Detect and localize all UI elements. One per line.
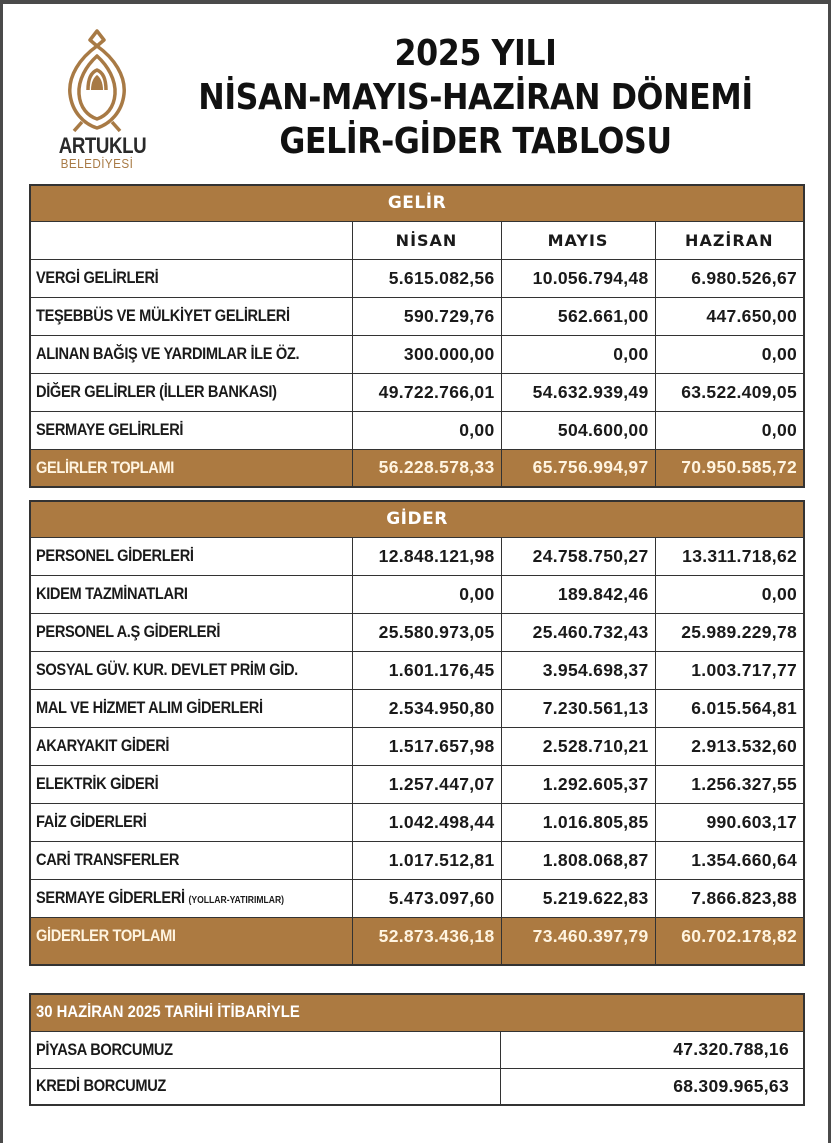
- cell-value: 1.292.605,37: [501, 765, 655, 803]
- cell-value: 25.989.229,78: [655, 613, 804, 651]
- cell-value: 1.517.657,98: [352, 727, 501, 765]
- income-total-row: [30, 449, 804, 487]
- cell-value: 68.309.965,63: [500, 1068, 804, 1105]
- cell-value: 7.230.561,13: [501, 689, 655, 727]
- artuklu-logo: [52, 28, 147, 171]
- total-value: 52.873.436,18: [352, 917, 501, 965]
- total-value: 65.756.994,97: [501, 449, 655, 487]
- debt-title: 30 HAZİRAN 2025 TARİHİ İTİBARİYLE: [36, 1003, 300, 1022]
- table-row: [30, 259, 804, 297]
- cell-value: 2.913.532,60: [655, 727, 804, 765]
- table-row: [30, 765, 804, 803]
- table-row: [30, 373, 804, 411]
- table-row: [30, 803, 804, 841]
- income-section-header: [30, 185, 804, 221]
- total-value: 60.702.178,82: [655, 917, 804, 965]
- cell-value: 25.580.973,05: [352, 613, 501, 651]
- cell-value: 12.848.121,98: [352, 537, 501, 575]
- column-header-mayis: MAYIS: [501, 221, 655, 259]
- total-value: 73.460.397,79: [501, 917, 655, 965]
- cell-value: 189.842,46: [501, 575, 655, 613]
- row-label: FAİZ GİDERLERİ: [36, 812, 147, 831]
- row-label: SOSYAL GÜV. KUR. DEVLET PRİM GİD.: [36, 660, 298, 679]
- table-row: [30, 879, 804, 917]
- cell-value: 0,00: [352, 575, 501, 613]
- cell-value: 0,00: [352, 411, 501, 449]
- expense-total-row: [30, 917, 804, 965]
- total-value: 56.228.578,33: [352, 449, 501, 487]
- row-note: (YOLLAR-YATIRIMLAR): [188, 895, 285, 906]
- cell-value: 7.866.823,88: [655, 879, 804, 917]
- cell-value: 6.015.564,81: [655, 689, 804, 727]
- row-label: AKARYAKIT GİDERİ: [36, 736, 170, 755]
- table-row: [30, 841, 804, 879]
- row-label: VERGİ GELİRLERİ: [36, 268, 159, 287]
- cell-value: 1.016.805,85: [501, 803, 655, 841]
- empty-header-cell: [30, 221, 352, 259]
- logo-subtitle: BELEDİYESİ: [60, 156, 134, 171]
- expense-title: GİDER: [30, 501, 804, 537]
- cell-value: 300.000,00: [352, 335, 501, 373]
- cell-value: 47.320.788,16: [500, 1031, 804, 1068]
- cell-value: 25.460.732,43: [501, 613, 655, 651]
- cell-value: 1.017.512,81: [352, 841, 501, 879]
- row-label: DİĞER GELİRLER (İLLER BANKASI): [36, 382, 277, 401]
- row-label: PERSONEL GİDERLERİ: [36, 546, 194, 565]
- cell-value: 590.729,76: [352, 297, 501, 335]
- cell-value: 5.615.082,56: [352, 259, 501, 297]
- income-title: GELİR: [30, 185, 804, 221]
- cell-value: 504.600,00: [501, 411, 655, 449]
- row-label: ALINAN BAĞIŞ VE YARDIMLAR İLE ÖZ.: [36, 344, 300, 363]
- cell-value: 54.632.939,49: [501, 373, 655, 411]
- row-label: ELEKTRİK GİDERİ: [36, 774, 159, 793]
- table-row: [30, 411, 804, 449]
- cell-value: 49.722.766,01: [352, 373, 501, 411]
- cell-value: 6.980.526,67: [655, 259, 804, 297]
- table-row: [30, 297, 804, 335]
- page-title: [140, 32, 811, 164]
- logo-brand-text: ARTUKLU: [58, 133, 147, 158]
- cell-value: 1.257.447,07: [352, 765, 501, 803]
- cell-value: 1.808.068,87: [501, 841, 655, 879]
- cell-value: 24.758.750,27: [501, 537, 655, 575]
- column-header-haziran: HAZİRAN: [655, 221, 804, 259]
- table-row: [30, 575, 804, 613]
- table-row: [30, 537, 804, 575]
- title-line-3: GELİR-GİDER TABLOSU: [279, 121, 672, 162]
- row-label: SERMAYE GELİRLERİ: [36, 420, 184, 439]
- cell-value: 13.311.718,62: [655, 537, 804, 575]
- debt-section-header: [30, 994, 804, 1031]
- row-label: PERSONEL A.Ş GİDERLERİ: [36, 622, 221, 641]
- cell-value: 0,00: [655, 335, 804, 373]
- cell-value: 2.534.950,80: [352, 689, 501, 727]
- column-header-nisan: NİSAN: [352, 221, 501, 259]
- cell-value: 1.601.176,45: [352, 651, 501, 689]
- total-label: GİDERLER TOPLAMI: [36, 925, 176, 945]
- table-row: [30, 335, 804, 373]
- expense-table: [29, 500, 805, 966]
- row-label: TEŞEBBÜS VE MÜLKİYET GELİRLERİ: [36, 306, 290, 325]
- cell-value: 562.661,00: [501, 297, 655, 335]
- cell-value: 5.473.097,60: [352, 879, 501, 917]
- title-line-2: NİSAN-MAYIS-HAZİRAN DÖNEMİ: [198, 77, 753, 118]
- cell-value: 1.042.498,44: [352, 803, 501, 841]
- cell-value: 1.003.717,77: [655, 651, 804, 689]
- cell-value: 1.256.327,55: [655, 765, 804, 803]
- income-table: [29, 184, 805, 488]
- cell-value: 63.522.409,05: [655, 373, 804, 411]
- debt-table: [29, 993, 805, 1106]
- cell-value: 990.603,17: [655, 803, 804, 841]
- cell-value: 0,00: [655, 575, 804, 613]
- table-row: [30, 1068, 804, 1105]
- table-row: [30, 727, 804, 765]
- cell-value: 0,00: [501, 335, 655, 373]
- cell-value: 1.354.660,64: [655, 841, 804, 879]
- table-row: [30, 689, 804, 727]
- cell-value: 5.219.622,83: [501, 879, 655, 917]
- expense-section-header: [30, 501, 804, 537]
- table-row: [30, 613, 804, 651]
- row-label: KREDİ BORCUMUZ: [36, 1076, 167, 1096]
- title-line-1: 2025 YILI: [394, 33, 557, 74]
- cell-value: 3.954.698,37: [501, 651, 655, 689]
- cell-value: 10.056.794,48: [501, 259, 655, 297]
- cell-value: 447.650,00: [655, 297, 804, 335]
- row-label: MAL VE HİZMET ALIM GİDERLERİ: [36, 698, 263, 717]
- cell-value: 2.528.710,21: [501, 727, 655, 765]
- row-label: SERMAYE GİDERLERİ: [36, 888, 185, 907]
- row-label: KIDEM TAZMİNATLARI: [36, 584, 188, 603]
- row-label: PİYASA BORCUMUZ: [36, 1039, 173, 1059]
- table-row: [30, 651, 804, 689]
- total-label: GELİRLER TOPLAMI: [36, 457, 175, 477]
- table-row: [30, 1031, 804, 1068]
- row-label: CARİ TRANSFERLER: [36, 850, 180, 869]
- total-value: 70.950.585,72: [655, 449, 804, 487]
- cell-value: 0,00: [655, 411, 804, 449]
- month-header-row: [30, 221, 804, 259]
- artuklu-ornament-icon: [64, 28, 130, 133]
